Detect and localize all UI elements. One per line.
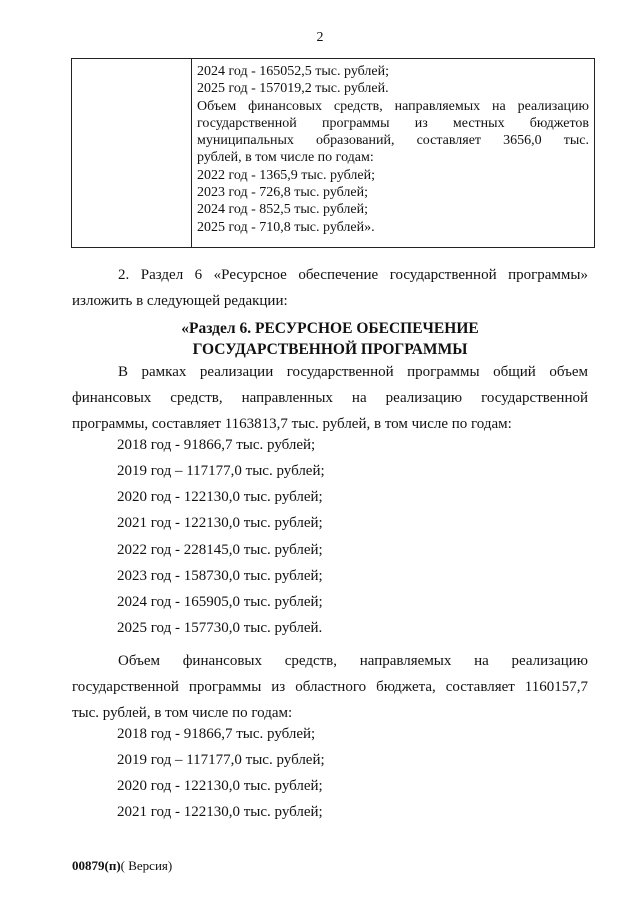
paragraph-line: программы, составляет 1163813,7 тыс. рублей, в том числе по годам: xyxy=(72,416,512,432)
regional-funding-paragraph xyxy=(72,648,588,726)
paragraph-line: государственной программы из областного бюджета, составляет 1160157,7 xyxy=(72,679,588,695)
document-version: ( Версия) xyxy=(120,858,173,873)
section-heading xyxy=(0,318,640,360)
item-2-paragraph xyxy=(72,262,588,314)
total-year-line: 2018 год - 91866,7 тыс. рублей; xyxy=(117,437,316,453)
table-line: государственной программы из местных бюджетов xyxy=(197,115,589,131)
total-year-line: 2023 год - 158730,0 тыс. рублей; xyxy=(117,568,323,584)
table-line: муниципальных образований, составляет 3656,0 тыс. xyxy=(197,133,589,149)
document-code: 00879(п) xyxy=(72,858,121,873)
paragraph-line: В рамках реализации государственной программы общий объем xyxy=(118,364,588,380)
table-left-cell xyxy=(72,59,192,247)
table-line: 2022 год - 1365,9 тыс. рублей; xyxy=(197,167,376,183)
total-year-line: 2025 год - 157730,0 тыс. рублей. xyxy=(117,620,323,636)
total-year-line: 2021 год - 122130,0 тыс. рублей; xyxy=(117,515,323,531)
table-line: 2024 год - 852,5 тыс. рублей; xyxy=(197,202,369,218)
funding-table xyxy=(71,58,595,248)
item-2-line: 2. Раздел 6 «Ресурсное обеспечение государственной программы» xyxy=(118,267,588,283)
total-funding-paragraph xyxy=(72,359,588,437)
regional-year-line: 2018 год - 91866,7 тыс. рублей; xyxy=(117,726,316,742)
regional-year-line: 2021 год - 122130,0 тыс. рублей; xyxy=(117,804,323,820)
total-year-line: 2022 год - 228145,0 тыс. рублей; xyxy=(117,542,323,558)
total-year-line: 2024 год - 165905,0 тыс. рублей; xyxy=(117,594,323,610)
total-year-line: 2019 год – 117177,0 тыс. рублей; xyxy=(117,463,325,479)
paragraph-line: тыс. рублей, в том числе по годам: xyxy=(72,705,293,721)
paragraph-line: финансовых средств, направленных на реализацию государственной xyxy=(72,390,588,406)
section-heading-line: «Раздел 6. РЕСУРСНОЕ ОБЕСПЕЧЕНИЕ xyxy=(181,320,479,337)
total-year-line: 2020 год - 122130,0 тыс. рублей; xyxy=(117,489,323,505)
paragraph-line: Объем финансовых средств, направляемых на реализацию xyxy=(118,653,588,669)
regional-year-line: 2020 год - 122130,0 тыс. рублей; xyxy=(117,778,323,794)
table-right-cell xyxy=(192,59,594,247)
table-line: 2025 год - 710,8 тыс. рублей». xyxy=(197,219,375,235)
table-line: 2023 год - 726,8 тыс. рублей; xyxy=(197,185,369,201)
document-footer xyxy=(72,858,172,874)
regional-year-line: 2019 год – 117177,0 тыс. рублей; xyxy=(117,752,325,768)
table-line: Объем финансовых средств, направляемых на реализацию xyxy=(197,98,589,114)
table-line: 2025 год - 157019,2 тыс. рублей. xyxy=(197,81,389,97)
item-2-line: изложить в следующей редакции: xyxy=(72,293,288,309)
table-line: 2024 год - 165052,5 тыс. рублей; xyxy=(197,64,390,79)
table-line: рублей, в том числе по годам: xyxy=(197,150,374,166)
page-number: 2 xyxy=(316,30,324,45)
section-heading-line: ГОСУДАРСТВЕННОЙ ПРОГРАММЫ xyxy=(192,341,468,358)
